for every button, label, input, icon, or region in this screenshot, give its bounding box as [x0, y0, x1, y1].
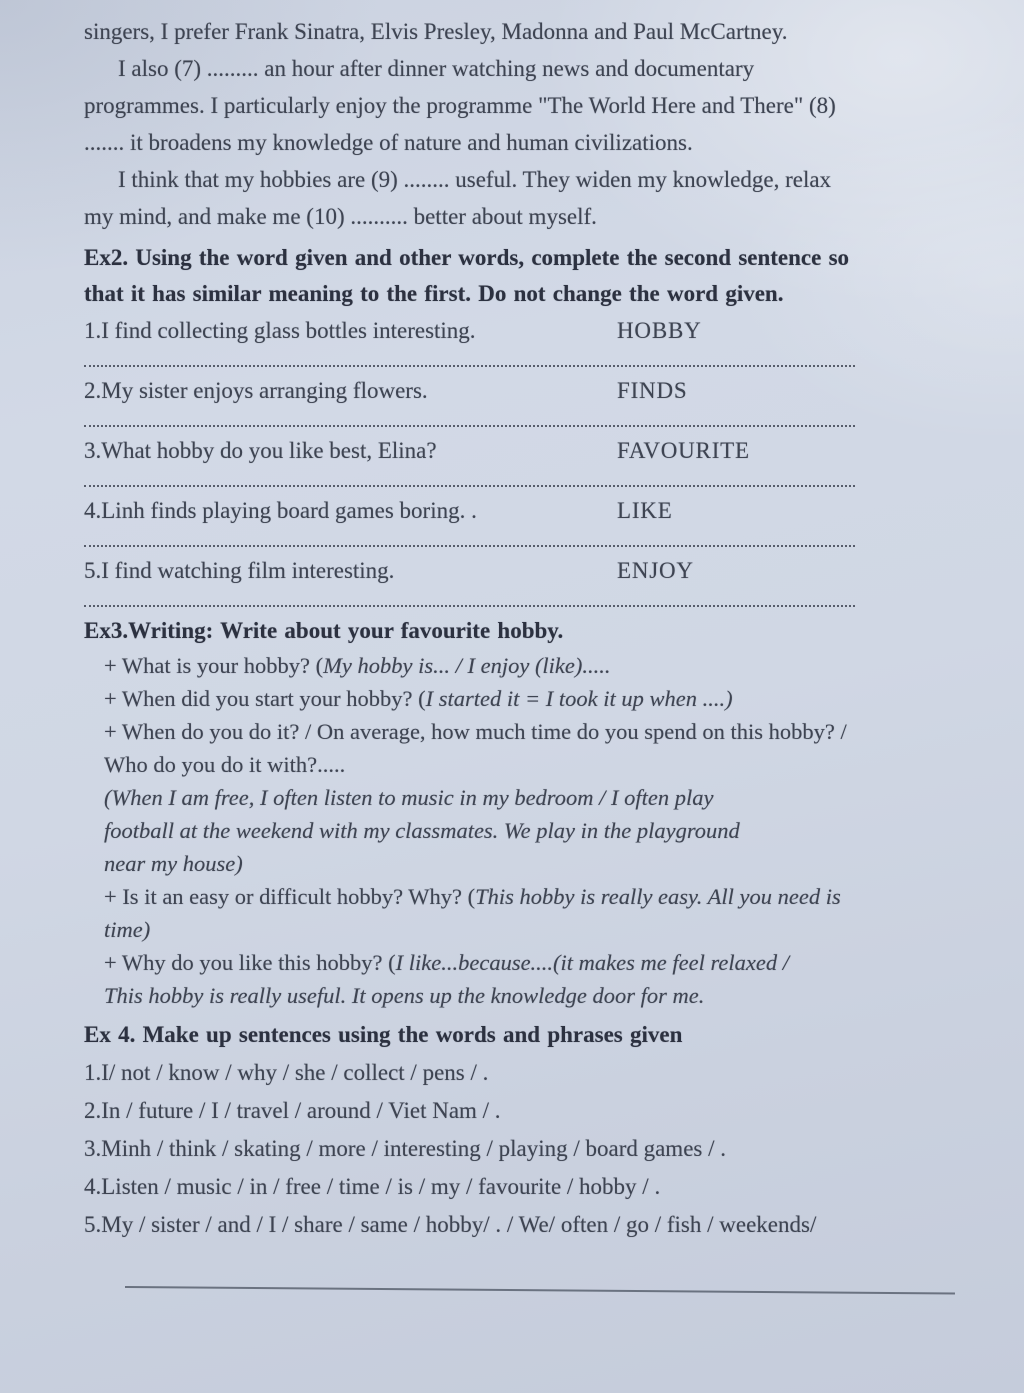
ex2-item [84, 313, 964, 348]
ex3-question-line: + When do you do it? / On average, how much time do you spend on this hobby? / [104, 719, 847, 744]
ex2-item [84, 433, 964, 468]
ex3-example-line: football at the weekend with my classmates. We play in the playground [104, 818, 740, 843]
ex4-heading: Ex 4. Make up sentences using the words and phrases given [84, 1022, 683, 1047]
ex3-question-line [104, 682, 964, 715]
ex3-question-line [104, 946, 964, 979]
exercise-3-section [84, 613, 964, 1012]
ex3-question-hint: My hobby is... / I enjoy (like)..... [323, 653, 611, 678]
ex3-question-plain: + Why do you like this hobby? ( [104, 950, 396, 975]
answer-line [84, 365, 855, 367]
ex4-item: 1.I/ not / know / why / she / collect / pens / . [84, 1060, 489, 1085]
worksheet-content [84, 13, 964, 1244]
ex2-keyword: LIKE [617, 498, 673, 523]
ex2-sentence: 4.Linh finds playing board games boring. . [84, 498, 477, 523]
ex3-question-hint: I started it = I took it up when ....) [425, 686, 733, 711]
ex2-sentence: 2.My sister enjoys arranging flowers. [84, 378, 428, 403]
ex4-item: 3.Minh / think / skating / more / interesting / playing / board games / . [84, 1136, 727, 1161]
ex3-body [84, 649, 964, 1012]
ex4-item: 4.Listen / music / in / free / time / is / my / favourite / hobby / . [84, 1174, 661, 1199]
ex2-heading-line: that it has similar meaning to the first. Do not change the word given. [84, 281, 784, 306]
exercise-2-section [84, 240, 964, 607]
ex3-question-plain: + Is it an easy or difficult hobby? Why? ( [104, 884, 476, 909]
answer-line [84, 545, 855, 547]
ex2-item [84, 373, 964, 408]
reading-line: ....... it broadens my knowledge of nature and human civilizations. [84, 130, 693, 155]
ex3-example-line: (When I am free, I often listen to music in my bedroom / I often play [104, 785, 714, 810]
ex3-question-line [104, 880, 964, 913]
ex2-sentence: 1.I find collecting glass bottles interesting. [84, 318, 476, 343]
ex3-example-line: near my house) [104, 851, 243, 876]
reading-line: programmes. I particularly enjoy the programme "The World Here and There" (8) [84, 93, 836, 118]
reading-line: I also (7) ......... an hour after dinner watching news and documentary [118, 56, 755, 81]
reading-line: singers, I prefer Frank Sinatra, Elvis Presley, Madonna and Paul McCartney. [84, 19, 788, 44]
ex3-question-hint: I like...because....(it makes me feel relaxed / [395, 950, 790, 975]
ex2-keyword: FINDS [617, 378, 688, 403]
ex2-heading-line: Ex2. Using the word given and other words, complete the second sentence so [84, 245, 850, 270]
ex4-item: 2.In / future / I / travel / around / Viet Nam / . [84, 1098, 501, 1123]
ex2-sentence: 5.I find watching film interesting. [84, 558, 395, 583]
reading-passage [84, 13, 964, 235]
ex3-question-plain: + What is your hobby? ( [104, 653, 324, 678]
ex2-item [84, 553, 964, 588]
ex2-sentence: 3.What hobby do you like best, Elina? [84, 438, 437, 463]
ex2-keyword: HOBBY [617, 318, 702, 343]
answer-line [84, 605, 855, 607]
ex4-item: 5.My / sister / and / I / share / same / hobby/ . / We/ often / go / fish / weekends/ [84, 1212, 817, 1237]
ex2-keyword: ENJOY [617, 558, 694, 583]
ex3-question-hint: This hobby is really easy. All you need is [475, 884, 841, 909]
reading-line: my mind, and make me (10) .......... better about myself. [84, 204, 597, 229]
ex3-heading: Ex3.Writing: Write about your favourite hobby. [84, 618, 564, 643]
exercise-4-section [84, 1016, 964, 1244]
reading-line: I think that my hobbies are (9) ........ useful. They widen my knowledge, relax [118, 167, 832, 192]
ex3-question-hint-line: time) [104, 917, 151, 942]
answer-line [84, 485, 855, 487]
ex3-question-plain: + When did you start your hobby? ( [104, 686, 426, 711]
divider-line [125, 1286, 955, 1295]
ex2-item [84, 493, 964, 528]
ex2-keyword: FAVOURITE [617, 438, 750, 463]
ex3-question-hint-line: This hobby is really useful. It opens up the knowledge door for me. [104, 983, 705, 1008]
ex3-question-line [104, 649, 964, 682]
answer-line [84, 425, 855, 427]
ex3-question-line: Who do you do it with?..... [104, 752, 346, 777]
